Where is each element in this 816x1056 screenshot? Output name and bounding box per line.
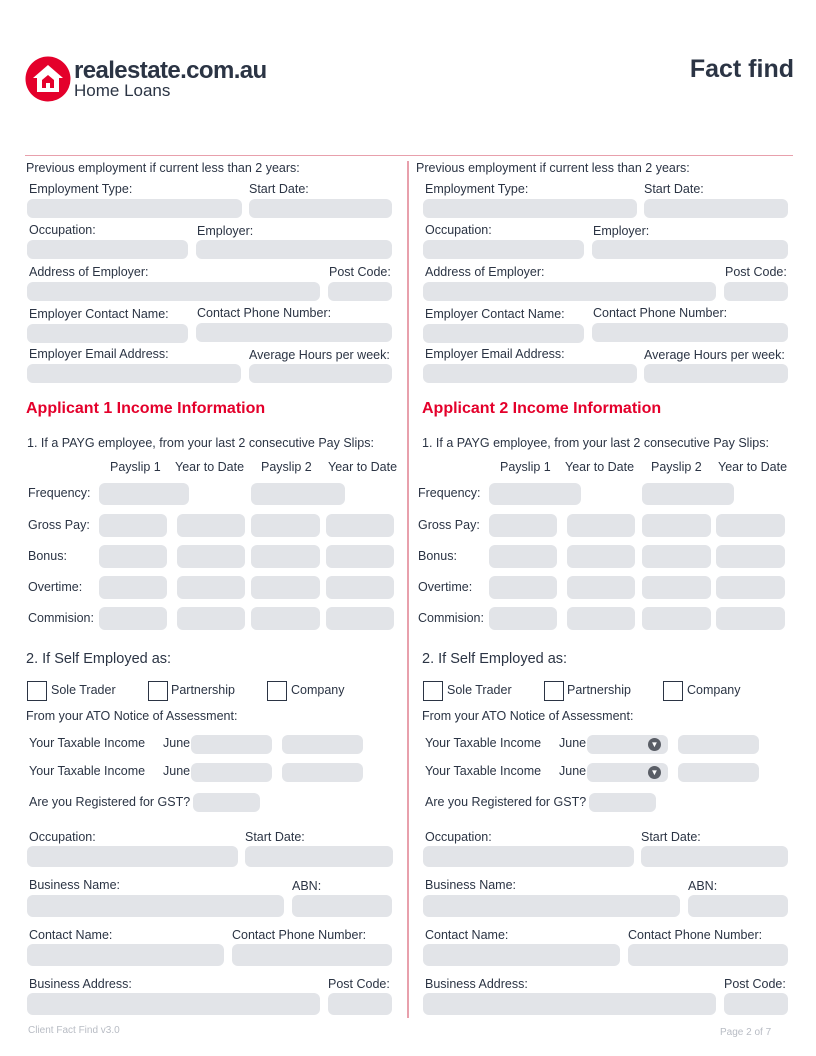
row-overtime: Overtime:: [28, 580, 83, 594]
commision-payslip2-field[interactable]: [642, 607, 711, 630]
business-name-label: Business Name:: [425, 878, 517, 892]
company-checkbox[interactable]: [663, 681, 683, 701]
taxable-income-label-2: Your Taxable Income: [29, 764, 146, 778]
employer-email-label: Employer Email Address:: [29, 347, 169, 361]
self-employed-heading: 2. If Self Employed as:: [26, 651, 172, 667]
post-code-field[interactable]: [724, 282, 788, 301]
footer-page-number: Page 2 of 7: [720, 1027, 772, 1038]
partnership-label: Partnership: [567, 683, 631, 697]
frequency-payslip2-field[interactable]: [642, 483, 734, 505]
row-bonus: Bonus:: [418, 549, 457, 563]
employer-label: Employer:: [197, 224, 254, 238]
bonus-payslip1-field[interactable]: [489, 545, 557, 568]
employer-contact-name-label: Employer Contact Name:: [29, 307, 169, 321]
employer-contact-name-field[interactable]: [423, 324, 584, 343]
employment-type-label: Employment Type:: [29, 182, 133, 196]
post-code-label: Post Code:: [329, 265, 391, 279]
contact-phone-label: Contact Phone Number:: [197, 306, 332, 320]
business-name-label: Business Name:: [29, 878, 121, 892]
address-of-employer-label: Address of Employer:: [425, 265, 545, 279]
row-gross-pay: Gross Pay:: [418, 518, 480, 532]
commision-ytd2-field[interactable]: [716, 607, 785, 630]
overtime-payslip2-field[interactable]: [642, 576, 711, 599]
row-commision: Commision:: [28, 611, 94, 625]
col-payslip1: Payslip 1: [500, 460, 551, 474]
occupation-label: Occupation:: [425, 223, 492, 237]
taxable-income-label-2: Your Taxable Income: [425, 764, 542, 778]
address-of-employer-field[interactable]: [423, 282, 716, 301]
business-address-label: Business Address:: [29, 977, 132, 991]
chevron-down-icon[interactable]: ▼: [648, 738, 661, 751]
se-occupation-label: Occupation:: [425, 830, 492, 844]
logo-wordmark: realestate.com.au: [74, 57, 267, 84]
gross-pay-payslip2-field[interactable]: [642, 514, 711, 537]
bonus-payslip2-field[interactable]: [642, 545, 711, 568]
partnership-checkbox[interactable]: [544, 681, 564, 701]
ato-intro: From your ATO Notice of Assessment:: [422, 709, 634, 723]
average-hours-label: Average Hours per week:: [249, 348, 390, 362]
partnership-label: Partnership: [171, 683, 235, 697]
se-post-code-label: Post Code:: [328, 977, 390, 991]
employer-email-field[interactable]: [423, 364, 637, 383]
abn-label: ABN:: [292, 879, 322, 893]
business-name-field[interactable]: [423, 895, 680, 917]
payg-intro: 1. If a PAYG employee, from your last 2 consecutive Pay Slips:: [422, 436, 769, 450]
overtime-payslip1-field[interactable]: [489, 576, 557, 599]
business-address-field[interactable]: [423, 993, 716, 1015]
page-title: Fact find: [689, 55, 794, 83]
row-gross-pay: Gross Pay:: [28, 518, 90, 532]
row-frequency: Frequency:: [28, 486, 91, 500]
frequency-payslip1-field[interactable]: [489, 483, 581, 505]
se-contact-phone-label: Contact Phone Number:: [232, 928, 367, 942]
employer-label: Employer:: [593, 224, 650, 238]
contact-name-label: Contact Name:: [29, 928, 113, 942]
average-hours-field[interactable]: [644, 364, 788, 383]
start-date-label: Start Date:: [249, 182, 309, 196]
commision-ytd1-field[interactable]: [567, 607, 635, 630]
start-date-field[interactable]: [644, 199, 788, 218]
employer-field[interactable]: [592, 240, 788, 259]
applicant1-income-heading: Applicant 1 Income Information: [26, 400, 266, 417]
employer-email-label: Employer Email Address:: [425, 347, 565, 361]
prev-employment-intro: Previous employment if current less than 2 years:: [416, 161, 690, 175]
row-frequency: Frequency:: [418, 486, 481, 500]
col-payslip1: Payslip 1: [110, 460, 161, 474]
commision-payslip1-field[interactable]: [489, 607, 557, 630]
row-bonus: Bonus:: [28, 549, 67, 563]
footer-version: Client Fact Find v3.0: [28, 1025, 120, 1036]
bonus-ytd1-field[interactable]: [567, 545, 635, 568]
se-post-code-field[interactable]: [724, 993, 788, 1015]
company-label: Company: [687, 683, 741, 697]
employment-type-field[interactable]: [423, 199, 637, 218]
se-contact-phone-label: Contact Phone Number:: [628, 928, 763, 942]
taxable-income-label-1: Your Taxable Income: [425, 736, 542, 750]
se-occupation-field[interactable]: [423, 846, 634, 867]
self-employed-heading: 2. If Self Employed as:: [422, 651, 568, 667]
abn-label: ABN:: [688, 879, 718, 893]
gst-label: Are you Registered for GST?: [29, 795, 191, 809]
applicant2-income-heading: Applicant 2 Income Information: [422, 400, 662, 417]
payg-intro: 1. If a PAYG employee, from your last 2 consecutive Pay Slips:: [27, 436, 374, 450]
se-post-code-label: Post Code:: [724, 977, 786, 991]
taxable-income-amount-field-1[interactable]: [678, 735, 759, 754]
taxable-income-label-1: Your Taxable Income: [29, 736, 146, 750]
gross-pay-ytd2-field[interactable]: [716, 514, 785, 537]
contact-name-field[interactable]: [423, 944, 620, 966]
overtime-ytd2-field[interactable]: [716, 576, 785, 599]
gst-label: Are you Registered for GST?: [425, 795, 587, 809]
se-start-date-label: Start Date:: [245, 830, 305, 844]
taxable-income-year-select-2[interactable]: [587, 763, 668, 782]
contact-phone-label: Contact Phone Number:: [593, 306, 728, 320]
occupation-label: Occupation:: [29, 223, 96, 237]
se-start-date-label: Start Date:: [641, 830, 701, 844]
se-occupation-label: Occupation:: [29, 830, 96, 844]
address-of-employer-label: Address of Employer:: [29, 265, 149, 279]
sole-trader-checkbox[interactable]: [423, 681, 443, 701]
june-label-1: June: [163, 736, 191, 750]
se-contact-phone-field[interactable]: [628, 944, 788, 966]
gst-field[interactable]: [589, 793, 656, 812]
company-label: Company: [291, 683, 345, 697]
col-ytd2: Year to Date: [328, 460, 398, 474]
row-overtime: Overtime:: [418, 580, 473, 594]
june-label-2: June: [163, 764, 191, 778]
taxable-income-amount-field-2[interactable]: [678, 763, 759, 782]
sole-trader-label: Sole Trader: [447, 683, 512, 697]
abn-field[interactable]: [688, 895, 788, 917]
prev-employment-intro: Previous employment if current less than 2 years:: [26, 161, 300, 175]
taxable-income-year-select-1[interactable]: [587, 735, 668, 754]
start-date-label: Start Date:: [644, 182, 704, 196]
col-ytd1: Year to Date: [175, 460, 245, 474]
contact-name-label: Contact Name:: [425, 928, 509, 942]
logo-subtitle: Home Loans: [74, 81, 171, 100]
col-payslip2: Payslip 2: [651, 460, 702, 474]
gross-pay-payslip1-field[interactable]: [489, 514, 557, 537]
june-label-1: June: [559, 736, 587, 750]
overtime-ytd1-field[interactable]: [567, 576, 635, 599]
gross-pay-ytd1-field[interactable]: [567, 514, 635, 537]
se-start-date-field[interactable]: [641, 846, 788, 867]
occupation-field[interactable]: [423, 240, 584, 259]
june-label-2: June: [559, 764, 587, 778]
post-code-label: Post Code:: [725, 265, 787, 279]
employer-contact-name-label: Employer Contact Name:: [425, 307, 565, 321]
business-address-label: Business Address:: [425, 977, 528, 991]
ato-intro: From your ATO Notice of Assessment:: [26, 709, 238, 723]
col-ytd2: Year to Date: [718, 460, 788, 474]
col-ytd1: Year to Date: [565, 460, 635, 474]
chevron-down-icon[interactable]: ▼: [648, 766, 661, 779]
bonus-ytd2-field[interactable]: [716, 545, 785, 568]
sole-trader-label: Sole Trader: [51, 683, 116, 697]
average-hours-label: Average Hours per week:: [644, 348, 785, 362]
row-commision: Commision:: [418, 611, 484, 625]
contact-phone-field[interactable]: [592, 323, 788, 342]
col-payslip2: Payslip 2: [261, 460, 312, 474]
employment-type-label: Employment Type:: [425, 182, 529, 196]
